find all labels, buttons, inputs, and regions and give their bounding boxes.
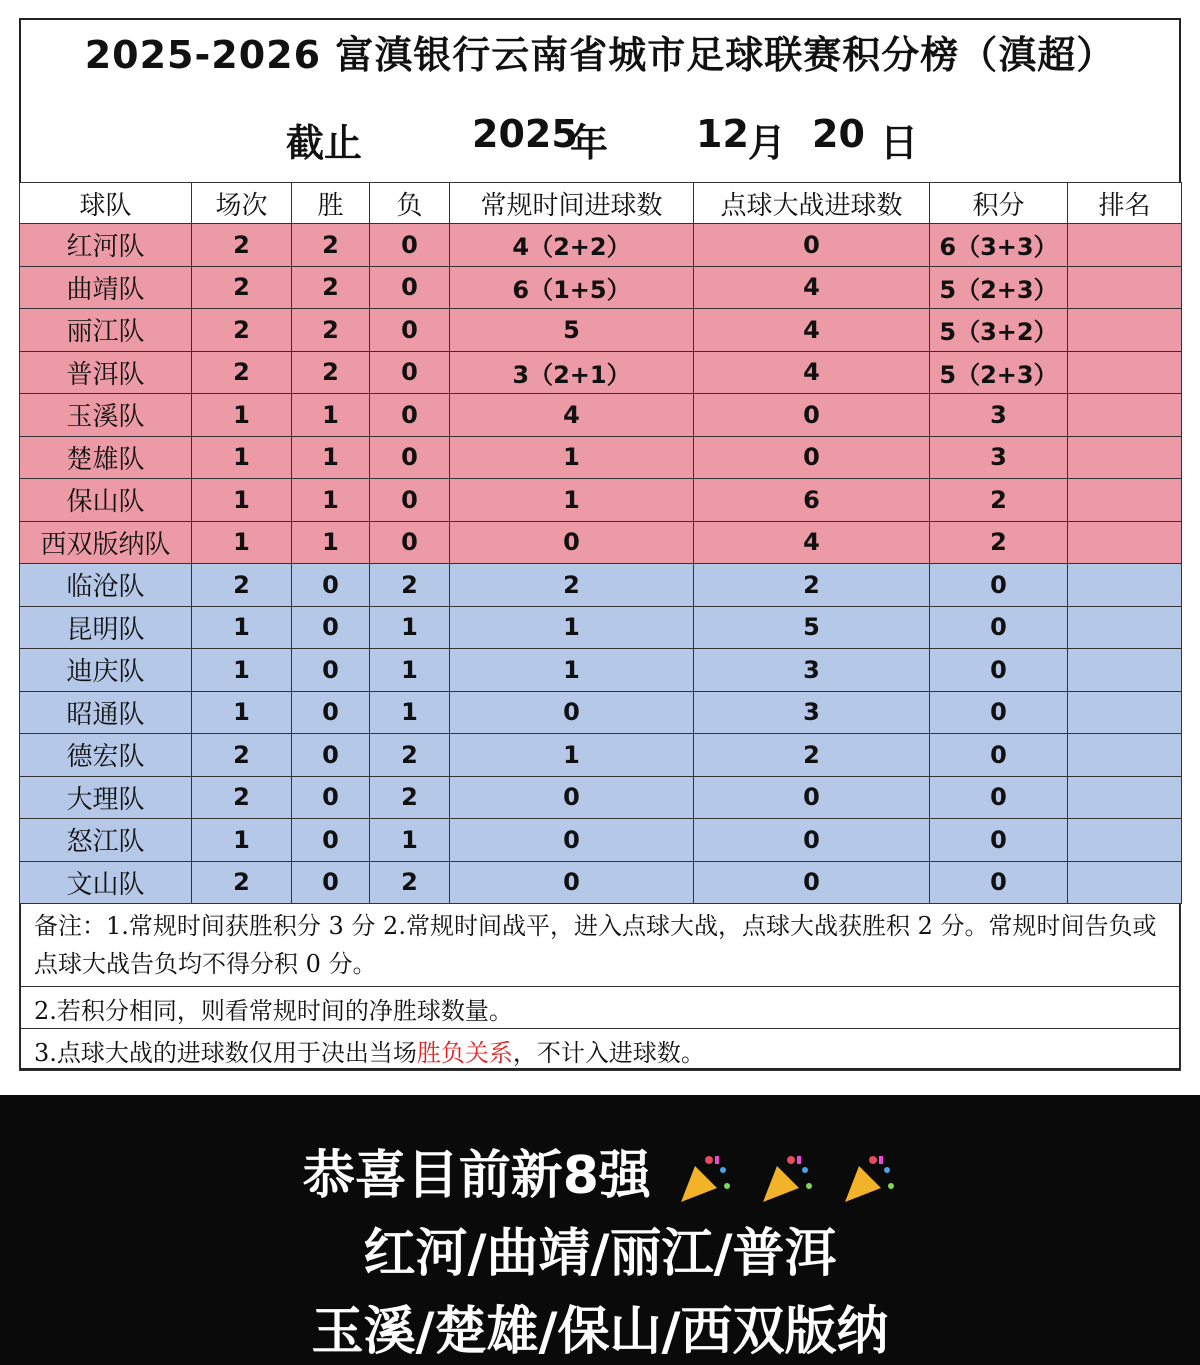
- lost-cell: 2: [370, 861, 450, 904]
- goals-cell: 0: [450, 861, 694, 904]
- rank-cell: [1068, 776, 1182, 819]
- team-cell: 昆明队: [20, 606, 192, 649]
- lost-cell: 0: [370, 394, 450, 437]
- header-penalty-goals: 点球大战进球数: [694, 183, 930, 224]
- won-cell: 0: [292, 649, 370, 692]
- date-day: 20: [812, 112, 865, 156]
- party-popper-icon: [675, 1152, 733, 1206]
- penalty-goals-cell: 0: [694, 224, 930, 267]
- penalty-goals-cell: 6: [694, 479, 930, 522]
- standings-body: [20, 224, 1182, 904]
- header-lost: 负: [370, 183, 450, 224]
- points-cell: 2: [930, 479, 1068, 522]
- played-cell: 1: [192, 479, 292, 522]
- played-cell: 1: [192, 649, 292, 692]
- goals-cell: 1: [450, 649, 694, 692]
- points-cell: 5（3+2）: [930, 309, 1068, 352]
- team-cell: 临沧队: [20, 564, 192, 607]
- penalty-goals-cell: 2: [694, 734, 930, 777]
- rank-cell: [1068, 649, 1182, 692]
- header-points: 积分: [930, 183, 1068, 224]
- team-cell: 保山队: [20, 479, 192, 522]
- header-goals: 常规时间进球数: [450, 183, 694, 224]
- congrats-banner: [0, 1095, 1200, 1365]
- goals-cell: 4（2+2）: [450, 224, 694, 267]
- table-row: [20, 776, 1182, 819]
- date-month-unit: 月: [748, 121, 787, 165]
- date-line: [0, 112, 1200, 172]
- lost-cell: 0: [370, 224, 450, 267]
- date-day-unit: 日: [880, 121, 919, 165]
- lost-cell: 2: [370, 564, 450, 607]
- rank-cell: [1068, 266, 1182, 309]
- penalty-goals-cell: 4: [694, 309, 930, 352]
- played-cell: 2: [192, 734, 292, 777]
- penalty-goals-cell: 5: [694, 606, 930, 649]
- won-cell: 1: [292, 521, 370, 564]
- rank-cell: [1068, 564, 1182, 607]
- goals-cell: 0: [450, 776, 694, 819]
- rank-cell: [1068, 394, 1182, 437]
- points-cell: 0: [930, 606, 1068, 649]
- rank-cell: [1068, 479, 1182, 522]
- goals-cell: 1: [450, 734, 694, 777]
- goals-cell: 4: [450, 394, 694, 437]
- goals-cell: 6（1+5）: [450, 266, 694, 309]
- header-played: 场次: [192, 183, 292, 224]
- table-row: [20, 606, 1182, 649]
- team-cell: 迪庆队: [20, 649, 192, 692]
- won-cell: 0: [292, 691, 370, 734]
- note-2: 2.若积分相同，则看常规时间的净胜球数量。: [19, 987, 1181, 1029]
- penalty-goals-cell: 3: [694, 649, 930, 692]
- played-cell: 2: [192, 776, 292, 819]
- lost-cell: 0: [370, 521, 450, 564]
- lost-cell: 1: [370, 606, 450, 649]
- rank-cell: [1068, 224, 1182, 267]
- won-cell: 0: [292, 734, 370, 777]
- penalty-goals-cell: 4: [694, 351, 930, 394]
- points-cell: 0: [930, 691, 1068, 734]
- banner-line-1: [0, 1133, 1200, 1208]
- note-3: [19, 1029, 1181, 1071]
- team-cell: 曲靖队: [20, 266, 192, 309]
- goals-cell: 1: [450, 606, 694, 649]
- table-row: [20, 649, 1182, 692]
- table-row: [20, 819, 1182, 862]
- played-cell: 1: [192, 606, 292, 649]
- table-row: [20, 564, 1182, 607]
- date-year: 2025: [472, 112, 578, 156]
- table-row: [20, 861, 1182, 904]
- rank-cell: [1068, 309, 1182, 352]
- goals-cell: 0: [450, 819, 694, 862]
- team-cell: 丽江队: [20, 309, 192, 352]
- team-cell: 怒江队: [20, 819, 192, 862]
- points-cell: 0: [930, 649, 1068, 692]
- goals-cell: 0: [450, 521, 694, 564]
- played-cell: 1: [192, 436, 292, 479]
- penalty-goals-cell: 4: [694, 521, 930, 564]
- header-team: 球队: [20, 183, 192, 224]
- team-cell: 昭通队: [20, 691, 192, 734]
- played-cell: 2: [192, 351, 292, 394]
- rank-cell: [1068, 351, 1182, 394]
- team-cell: 玉溪队: [20, 394, 192, 437]
- points-cell: 0: [930, 734, 1068, 777]
- penalty-goals-cell: 0: [694, 776, 930, 819]
- won-cell: 2: [292, 266, 370, 309]
- played-cell: 2: [192, 266, 292, 309]
- party-popper-icon: [839, 1152, 897, 1206]
- party-popper-icon: [757, 1152, 815, 1206]
- lost-cell: 0: [370, 266, 450, 309]
- banner-line-2: 红河/曲靖/丽江/普洱: [363, 1224, 837, 1284]
- header-won: 胜: [292, 183, 370, 224]
- played-cell: 2: [192, 309, 292, 352]
- points-cell: 2: [930, 521, 1068, 564]
- won-cell: 0: [292, 861, 370, 904]
- page-title: 2025-2026 富滇银行云南省城市足球联赛积分榜（滇超）: [84, 33, 1116, 77]
- table-row: [20, 351, 1182, 394]
- team-cell: 德宏队: [20, 734, 192, 777]
- team-cell: 文山队: [20, 861, 192, 904]
- penalty-goals-cell: 3: [694, 691, 930, 734]
- rank-cell: [1068, 691, 1182, 734]
- points-cell: 5（2+3）: [930, 351, 1068, 394]
- lost-cell: 0: [370, 479, 450, 522]
- rank-cell: [1068, 861, 1182, 904]
- won-cell: 0: [292, 606, 370, 649]
- team-cell: 普洱队: [20, 351, 192, 394]
- points-cell: 3: [930, 394, 1068, 437]
- table-row: [20, 479, 1182, 522]
- rank-cell: [1068, 436, 1182, 479]
- goals-cell: 2: [450, 564, 694, 607]
- played-cell: 2: [192, 861, 292, 904]
- goals-cell: 0: [450, 691, 694, 734]
- date-year-unit: 年: [570, 121, 609, 165]
- penalty-goals-cell: 0: [694, 861, 930, 904]
- date-month: 12: [696, 112, 749, 156]
- header-row: [20, 183, 1182, 224]
- table-row: [20, 309, 1182, 352]
- penalty-goals-cell: 4: [694, 266, 930, 309]
- rank-cell: [1068, 521, 1182, 564]
- rank-cell: [1068, 606, 1182, 649]
- won-cell: 1: [292, 394, 370, 437]
- played-cell: 2: [192, 224, 292, 267]
- penalty-goals-cell: 0: [694, 819, 930, 862]
- played-cell: 2: [192, 564, 292, 607]
- team-cell: 楚雄队: [20, 436, 192, 479]
- lost-cell: 1: [370, 649, 450, 692]
- table-row: [20, 394, 1182, 437]
- lost-cell: 2: [370, 734, 450, 777]
- won-cell: 2: [292, 309, 370, 352]
- table-row: [20, 436, 1182, 479]
- points-cell: 5（2+3）: [930, 266, 1068, 309]
- team-cell: 西双版纳队: [20, 521, 192, 564]
- points-cell: 3: [930, 436, 1068, 479]
- lost-cell: 0: [370, 351, 450, 394]
- goals-cell: 3（2+1）: [450, 351, 694, 394]
- header-rank: 排名: [1068, 183, 1182, 224]
- goals-cell: 5: [450, 309, 694, 352]
- penalty-goals-cell: 2: [694, 564, 930, 607]
- table-row: [20, 734, 1182, 777]
- note-3-tail: ，不计入进球数。: [512, 1039, 705, 1067]
- lost-cell: 1: [370, 819, 450, 862]
- penalty-goals-cell: 0: [694, 394, 930, 437]
- points-cell: 0: [930, 819, 1068, 862]
- lost-cell: 0: [370, 309, 450, 352]
- goals-cell: 1: [450, 479, 694, 522]
- standings-table: [19, 182, 1182, 904]
- table-row: [20, 224, 1182, 267]
- won-cell: 0: [292, 564, 370, 607]
- date-label: 截止: [286, 121, 363, 165]
- penalty-goals-cell: 0: [694, 436, 930, 479]
- table-row: [20, 691, 1182, 734]
- rank-cell: [1068, 819, 1182, 862]
- played-cell: 1: [192, 394, 292, 437]
- won-cell: 2: [292, 224, 370, 267]
- lost-cell: 1: [370, 691, 450, 734]
- note-3-highlight: 胜负关系: [416, 1039, 513, 1067]
- rank-cell: [1068, 734, 1182, 777]
- note-3-text: 3.点球大战的进球数仅用于决出当场: [34, 1039, 417, 1067]
- won-cell: 0: [292, 819, 370, 862]
- points-cell: 0: [930, 564, 1068, 607]
- goals-cell: 1: [450, 436, 694, 479]
- won-cell: 1: [292, 479, 370, 522]
- won-cell: 2: [292, 351, 370, 394]
- points-cell: 0: [930, 861, 1068, 904]
- banner-headline: 恭喜目前新8强: [302, 1146, 651, 1206]
- table-row: [20, 266, 1182, 309]
- team-cell: 红河队: [20, 224, 192, 267]
- played-cell: 1: [192, 819, 292, 862]
- won-cell: 1: [292, 436, 370, 479]
- table-row: [20, 521, 1182, 564]
- lost-cell: 0: [370, 436, 450, 479]
- played-cell: 1: [192, 521, 292, 564]
- note-1: 备注：1.常规时间获胜积分 3 分 2.常规时间战平，进入点球大战，点球大战获胜积 2 分。常规时间告负或点球大战告负均不得分积 0 分。: [19, 903, 1181, 987]
- lost-cell: 2: [370, 776, 450, 819]
- team-cell: 大理队: [20, 776, 192, 819]
- points-cell: 0: [930, 776, 1068, 819]
- points-cell: 6（3+3）: [930, 224, 1068, 267]
- banner-line-3: 玉溪/楚雄/保山/西双版纳: [311, 1302, 889, 1362]
- played-cell: 1: [192, 691, 292, 734]
- won-cell: 0: [292, 776, 370, 819]
